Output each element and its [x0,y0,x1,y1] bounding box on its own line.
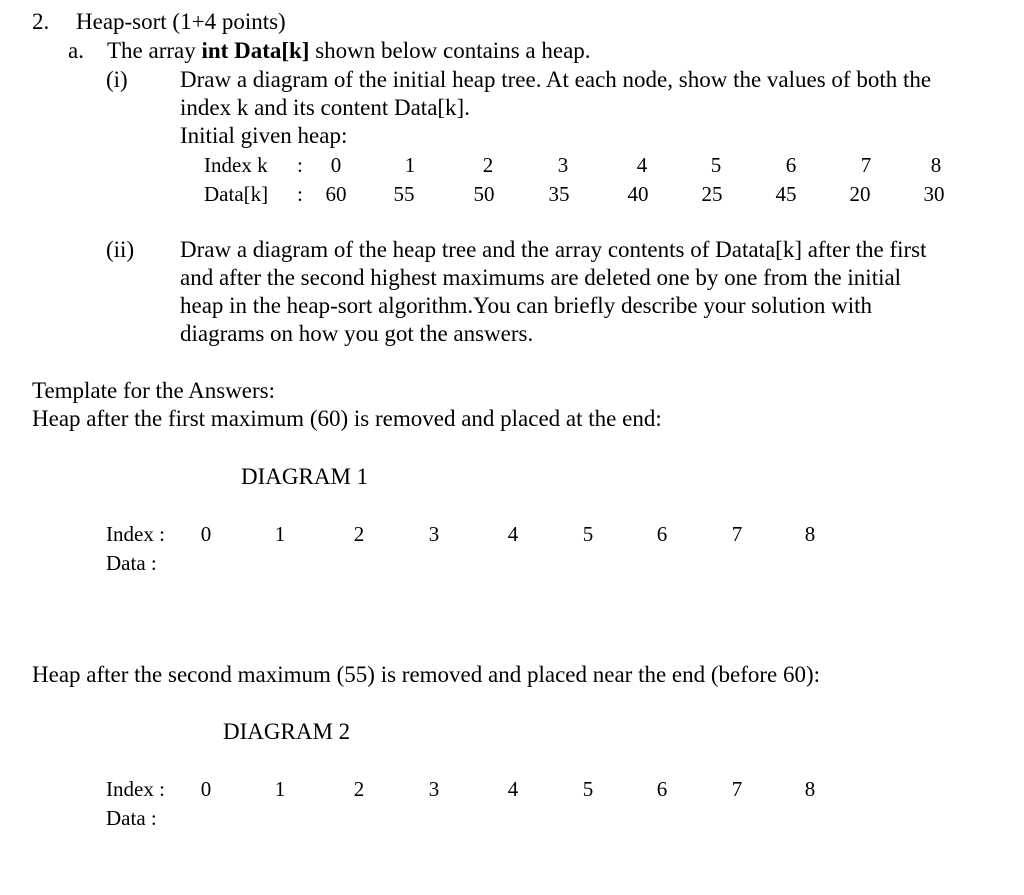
initial-data-cell: 45 [775,182,797,206]
part-ii-line2: and after the second highest maximums are deleted one by one from the initial [180,265,902,290]
answer1-index-cell: 0 [200,522,212,546]
answer1-index-cell: 1 [274,522,286,546]
answer2-index-cell: 3 [428,777,440,801]
diagram-2-label: DIAGRAM 2 [223,719,351,744]
diagram-1-label: DIAGRAM 1 [241,464,369,489]
answer1-data-label: Data : [106,551,157,575]
initial-data-cell: 25 [701,182,723,206]
part-i-marker: (i) [106,67,128,92]
answer2-index-cell: 6 [656,777,668,801]
answer1-index-label: Index : [106,522,165,546]
answer2-index-cell: 7 [731,777,743,801]
second-max-caption: Heap after the second maximum (55) is removed and placed near the end (before 60): [32,662,821,687]
answer1-index-cell: 3 [428,522,440,546]
initial-index-cell: 1 [404,153,416,177]
part-a-text [107,37,591,65]
answer1-index-cell: 2 [353,522,365,546]
answer2-data-label: Data : [106,806,157,830]
part-ii-line4: diagrams on how you got the answers. [180,321,534,346]
question-number: 2. [32,9,50,34]
answer1-index-cell: 5 [582,522,594,546]
answer2-index-cell: 1 [274,777,286,801]
answer2-index-cell: 2 [353,777,365,801]
part-ii-line3: heap in the heap-sort algorithm.You can briefly describe your solution with [180,293,872,318]
answer2-index-cell: 0 [200,777,212,801]
part-a-pre: The array [107,38,202,63]
answer2-index-cell: 8 [804,777,816,801]
answer1-index-cell: 4 [507,522,519,546]
initial-data-cell: 55 [393,182,415,206]
index-k-label: Index k [204,153,268,177]
answer1-index-cell: 7 [731,522,743,546]
initial-index-cell: 4 [636,153,648,177]
data-k-label: Data[k] [204,182,269,206]
initial-heap-label: Initial given heap: [180,123,348,148]
answer1-index-cell: 6 [656,522,668,546]
initial-index-cell: 7 [860,153,872,177]
initial-data-cell: 35 [548,182,570,206]
template-heading: Template for the Answers: [32,378,276,403]
initial-index-cell: 6 [785,153,797,177]
initial-index-cell: 2 [482,153,494,177]
part-a-letter: a. [68,38,84,63]
part-a-bold: int Data[k] [201,38,310,63]
initial-data-cell: 20 [849,182,871,206]
part-a-post: shown below contains a heap. [309,38,591,63]
initial-index-cell: 8 [930,153,942,177]
index-k-sep: : [297,153,303,177]
question-title: Heap-sort (1+4 points) [76,9,286,34]
initial-index-cell: 5 [710,153,722,177]
answer2-index-cell: 4 [507,777,519,801]
answer2-index-label: Index : [106,777,165,801]
answer2-index-cell: 5 [582,777,594,801]
answer1-index-cell: 8 [804,522,816,546]
initial-index-cell: 3 [557,153,569,177]
initial-data-cell: 50 [473,182,495,206]
part-i-line2: index k and its content Data[k]. [180,95,470,120]
part-i-line1: Draw a diagram of the initial heap tree. At each node, show the values of both the [180,67,932,92]
initial-data-cell: 40 [627,182,649,206]
data-k-sep: : [297,182,303,206]
part-ii-marker: (ii) [106,237,135,262]
part-ii-line1: Draw a diagram of the heap tree and the array contents of Datata[k] after the first [180,237,927,262]
initial-data-cell: 60 [325,182,347,206]
initial-data-cell: 30 [923,182,945,206]
initial-index-cell: 0 [330,153,342,177]
first-max-caption: Heap after the first maximum (60) is removed and placed at the end: [32,406,662,431]
